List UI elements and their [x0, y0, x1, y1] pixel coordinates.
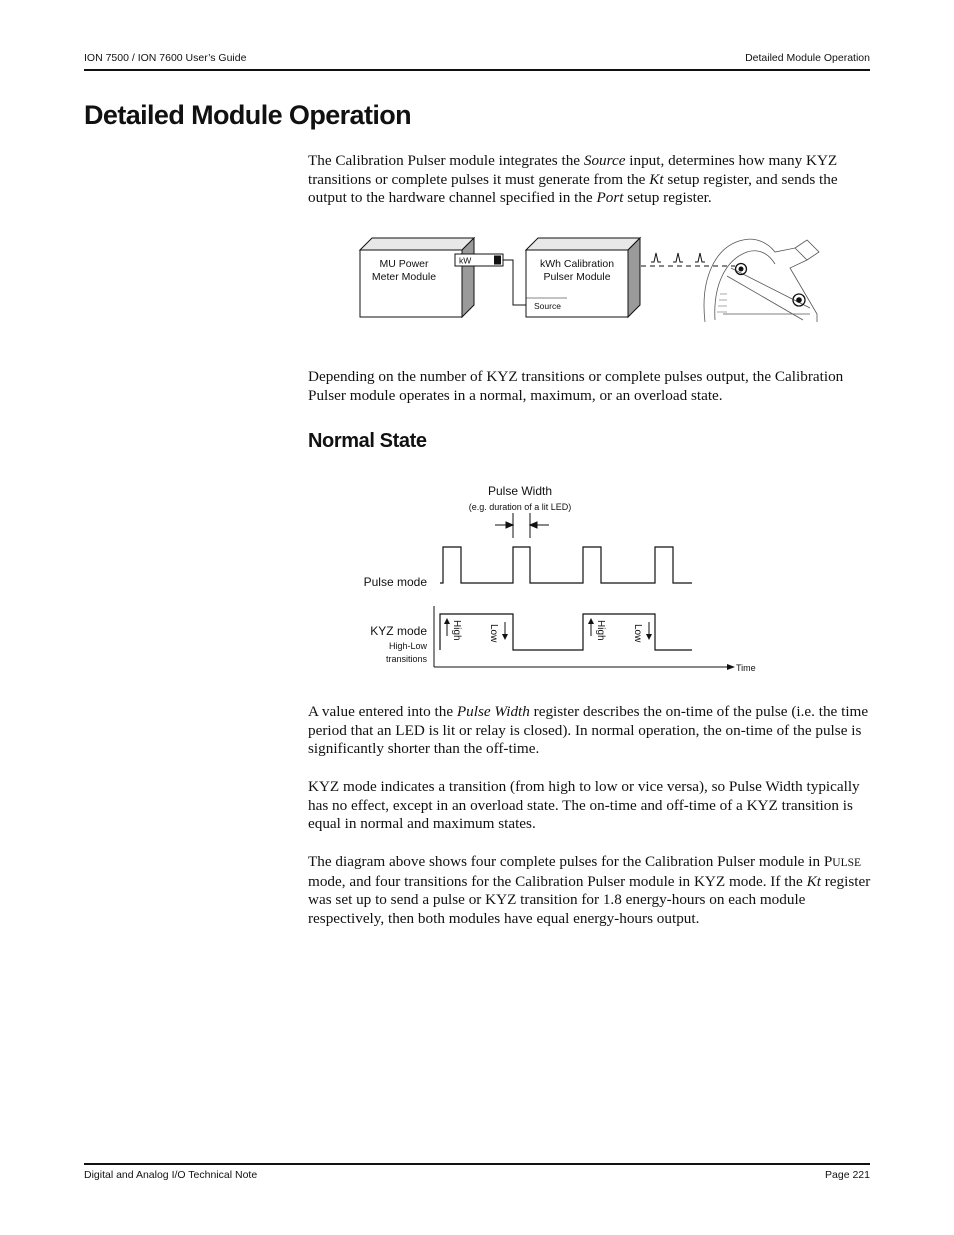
pulse-width-paragraph: A value entered into the Pulse Width register describes the on-time of the pulse (i.e. the time period that an LED is lit or relay is closed). In normal operation, the on-time of the pulse is significantly shorter than the off-time. — [308, 703, 869, 758]
running-header-section: Detailed Module Operation — [745, 52, 870, 64]
meter-module-box — [360, 238, 474, 317]
kyz-paragraph: KYZ mode indicates a transition (from high to low or vice versa), so Pulse Width typically has no effect, except in an overload state. The on-time and off-time of a KYZ transition is equal in normal and maximum states. — [308, 778, 860, 833]
meter-module-label-2: Meter Module — [371, 271, 437, 283]
pulse-mode-waveform — [440, 547, 692, 583]
pulse-width-indicator — [495, 513, 549, 538]
operating-states-paragraph: Depending on the number of KYZ transitions or complete pulses output, the Calibration Pulser module operates in a normal, maximum, or an overload state. — [308, 368, 844, 404]
time-label: Time — [736, 663, 756, 673]
page-title: Detailed Module Operation — [84, 100, 412, 130]
high-label-1: High — [451, 620, 462, 641]
calibration-pulser-block-diagram — [355, 234, 825, 326]
kyz-low-marker-1 — [488, 622, 508, 643]
diagram-explanation-paragraph: The diagram above shows four complete pulses for the Calibration Pulser module in PULSE mode, and four transitions for the Calibration Pulser module in KYZ mode. If the Kt register was set up to send a pulse or KYZ transition for 1.8 energy-hours on each module respectively, then both modules have equal energy-hours output. — [308, 853, 871, 927]
header-rule — [84, 69, 870, 71]
kyz-high-marker-2 — [588, 618, 606, 641]
kw-label: kW — [459, 255, 472, 266]
high-label-2: High — [595, 620, 606, 641]
pulse-kyz-timing-diagram — [350, 478, 770, 678]
connection-wire — [503, 260, 527, 305]
time-axis — [434, 664, 735, 670]
source-term: Source — [583, 152, 626, 169]
pulse-mode-label: Pulse mode — [363, 575, 427, 589]
pulser-module-label-1: kWh Calibration — [539, 258, 615, 270]
port-term: Port — [596, 189, 624, 207]
kt-term: Kt — [649, 170, 664, 188]
kyz-high-marker-1 — [444, 618, 462, 641]
kt-term-2: Kt — [806, 872, 821, 890]
running-header-title: ION 7500 / ION 7600 User’s Guide — [84, 52, 247, 64]
footer-document-name: Digital and Analog I/O Technical Note — [84, 1169, 258, 1181]
pulse-width-label: Pulse Width — [487, 484, 553, 498]
pulse-smallcaps: ULSE — [832, 857, 862, 869]
kyz-low-marker-2 — [632, 622, 652, 643]
pulser-module-box — [526, 238, 640, 317]
low-label-2: Low — [632, 624, 643, 643]
pulse-width-term: Pulse Width — [456, 703, 530, 720]
footer-rule — [84, 1163, 870, 1165]
low-label-1: Low — [488, 624, 499, 643]
kyz-mode-waveform — [440, 614, 692, 650]
pulser-module-label-2: Pulser Module — [543, 271, 611, 283]
source-input-label: Source — [534, 301, 561, 311]
kyz-note-line-2: transitions — [385, 654, 427, 664]
footer-page-number: Page 221 — [825, 1169, 870, 1181]
kw-output-port — [455, 254, 503, 266]
section-heading-normal-state: Normal State — [308, 430, 427, 452]
kyz-note-line-1: High-Low — [388, 641, 427, 651]
meter-module-label-1: MU Power — [379, 258, 429, 270]
pulse-width-note: (e.g. duration of a lit LED) — [468, 502, 572, 512]
pulse-glyphs — [651, 253, 705, 262]
intro-paragraph: The Calibration Pulser module integrates the Source input, determines how many KYZ transitions or complete pulses it must generate from the Kt setup register, and sends the output to the hardware channel specified in the Port setup register. — [308, 152, 838, 207]
meter-device-illustration — [704, 239, 819, 322]
kyz-mode-label: KYZ mode — [370, 624, 427, 638]
